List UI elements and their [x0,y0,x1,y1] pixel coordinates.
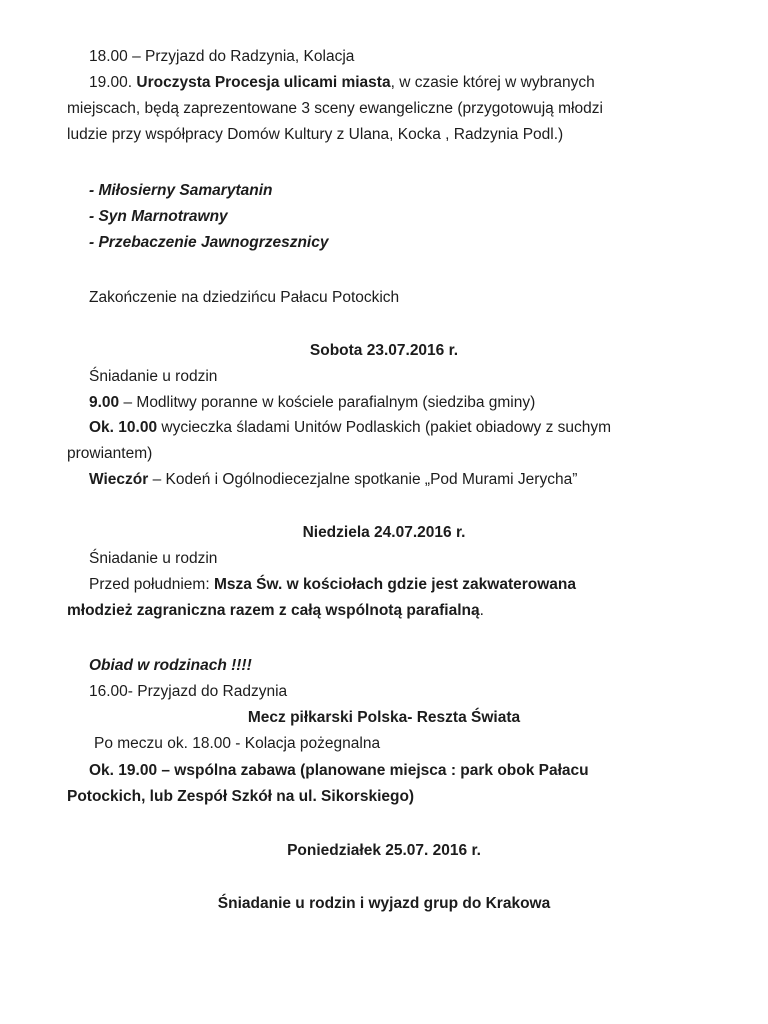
sunday-lunch: Obiad w rodzinach !!!! [89,657,252,674]
scene-item-2: - Syn Marnotrawny [89,208,228,225]
scene-item-3: - Przebaczenie Jawnogrzesznicy [89,234,329,251]
sunday-mass-line-2: młodzież zagraniczna razem z całą wspólnotą parafialną. [67,602,484,619]
party-line-2: Potockich, lub Zespół Szkół na ul. Sikorskiego) [67,788,415,805]
monday-heading: Poniedziałek 25.07. 2016 r. [287,842,481,859]
procession-time: 19.00. [89,74,133,91]
closing-line: Zakończenie na dziedzińcu Pałacu Potockich [89,289,400,306]
saturday-breakfast: Śniadanie u rodzin [89,368,218,385]
party-line: Ok. 19.00 – wspólna zabawa (planowane miejsca : park obok Pałacu [89,762,589,779]
procession-line [89,73,595,93]
sunday-breakfast: Śniadanie u rodzin [89,550,218,567]
arrival-text: 18.00 – Przyjazd do Radzynia, Kolacja [89,48,355,65]
saturday-evening-line: Wieczór – Kodeń i Ogólnodiecezjalne spotkanie „Pod Murami Jerycha” [89,471,578,488]
sunday-heading: Niedziela 24.07.2016 r. [302,524,466,541]
procession-desc-1: , w czasie której w wybranych [390,74,595,91]
farewell-dinner: Po meczu ok. 18.00 - Kolacja pożegnalna [94,735,381,752]
sunday-arrival: 16.00- Przyjazd do Radzynia [89,683,288,700]
saturday-heading: Sobota 23.07.2016 r. [309,342,459,359]
football-match: Mecz piłkarski Polska- Reszta Świata [247,709,521,726]
trip-time: Ok. 10.00 [89,419,158,436]
saturday-trip-line-2: prowiantem) [67,445,153,462]
saturday-trip-line: Ok. 10.00 wycieczka śladami Unitów Podlaskich (pakiet obiadowy z suchym [89,419,612,436]
sunday-mass-line: Przed południem: Msza Św. w kościołach gdzie jest zakwaterowana [89,576,577,593]
evening-label: Wieczór [89,471,149,488]
procession-title: Uroczysta Procesja ulicami miasta [136,74,391,91]
procession-desc-line-2: miejscach, będą zaprezentowane 3 sceny ewangeliczne (przygotowują młodzi [67,100,603,117]
scene-item-1: - Miłosierny Samarytanin [89,182,273,199]
monday-departure: Śniadanie u rodzin i wyjazd grup do Krakowa [217,895,551,912]
arrival-line [89,47,354,67]
procession-desc-line-3: ludzie przy współpracy Domów Kultury z Ulana, Kocka , Radzynia Podl.) [67,126,564,143]
prayer-time: 9.00 [89,394,120,411]
saturday-prayer-line: 9.00 – Modlitwy poranne w kościele parafialnym (siedziba gminy) [89,394,536,411]
